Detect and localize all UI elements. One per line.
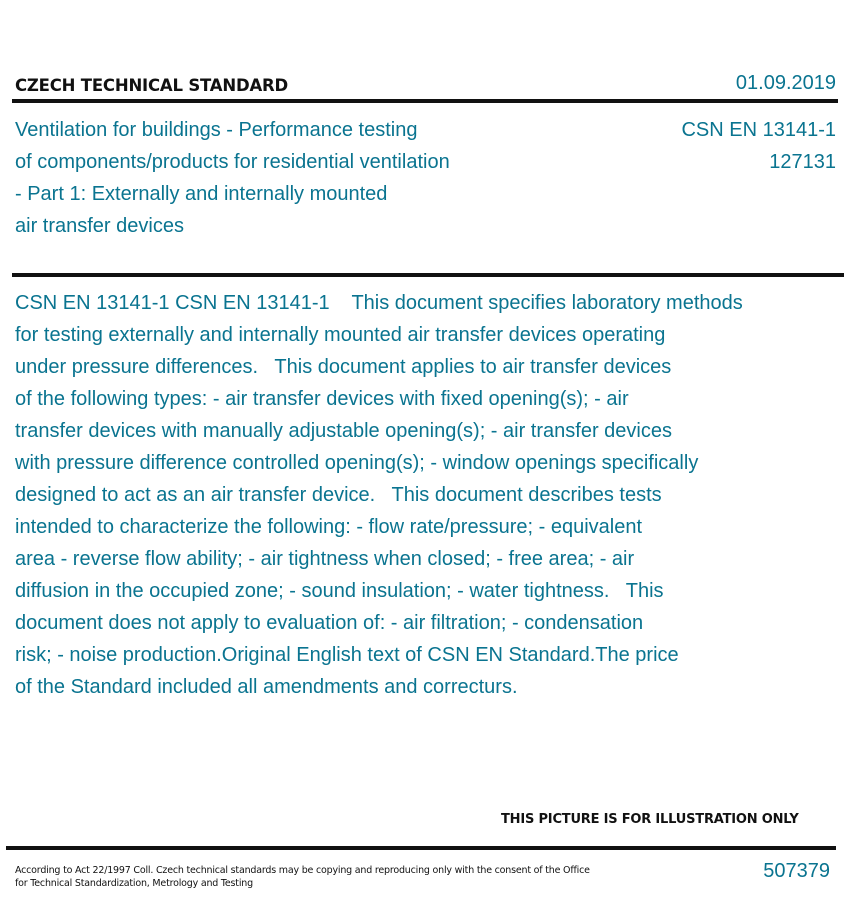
title-rule [12, 273, 844, 277]
abstract-line: of the Standard included all amendments and correcturs. [15, 676, 518, 698]
standard-title [15, 114, 450, 242]
catalog-number: 127131 [769, 151, 836, 173]
legal-notice-line: According to Act 22/1997 Coll. Czech technical standards may be copying and reproducing only with the consent of the Office [15, 865, 590, 876]
legal-notice-line: for Technical Standardization, Metrology and Testing [15, 878, 253, 889]
abstract-line: under pressure differences. This document applies to air transfer devices [15, 356, 672, 378]
title-line: - Part 1: Externally and internally mounted [15, 183, 388, 205]
footer-rule [6, 846, 836, 850]
abstract-line: for testing externally and internally mounted air transfer devices operating [15, 324, 666, 346]
abstract-line: risk; - noise production.Original English text of CSN EN Standard.The price [15, 644, 679, 666]
document-code: 507379 [763, 860, 830, 882]
title-line: of components/products for residential ventilation [15, 151, 450, 173]
abstract-line: designed to act as an air transfer device. This document describes tests [15, 484, 662, 506]
standard-number: CSN EN 13141-1 [681, 119, 836, 141]
abstract-line: intended to characterize the following: - flow rate/pressure; - equivalent [15, 516, 643, 538]
abstract-line: with pressure difference controlled opening(s); - window openings specifically [15, 452, 699, 474]
abstract-line: area - reverse flow ability; - air tightness when closed; - free area; - air [15, 548, 635, 570]
header-label: CZECH TECHNICAL STANDARD [15, 76, 289, 95]
abstract-line: diffusion in the occupied zone; - sound insulation; - water tightness. This [15, 580, 664, 602]
legal-notice [15, 864, 590, 890]
standard-meta [681, 114, 836, 178]
abstract-line: CSN EN 13141-1 CSN EN 13141-1 This document specifies laboratory methods [15, 292, 743, 314]
title-line: Ventilation for buildings - Performance testing [15, 119, 418, 141]
title-line: air transfer devices [15, 215, 184, 237]
header-rule [12, 99, 838, 103]
header-date: 01.09.2019 [735, 72, 836, 94]
abstract-line: transfer devices with manually adjustable opening(s); - air transfer devices [15, 420, 672, 442]
abstract-text [15, 287, 743, 703]
abstract-line: document does not apply to evaluation of: - air filtration; - condensation [15, 612, 644, 634]
abstract-line: of the following types: - air transfer devices with fixed opening(s); - air [15, 388, 629, 410]
illustration-note: THIS PICTURE IS FOR ILLUSTRATION ONLY [501, 812, 799, 827]
